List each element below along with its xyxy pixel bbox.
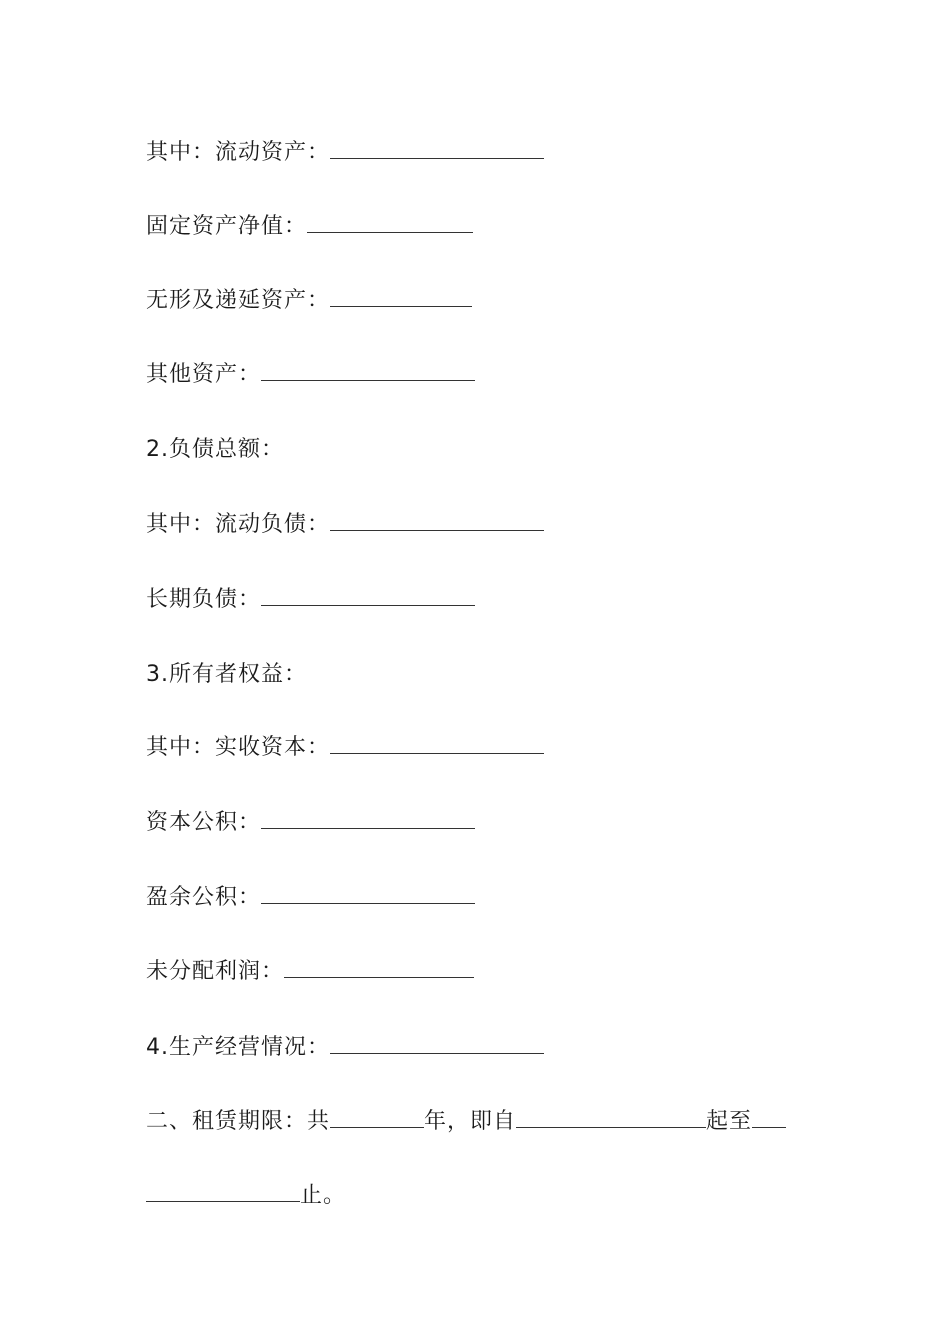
intangible-assets-line bbox=[146, 286, 472, 316]
fixed-assets-blank[interactable] bbox=[307, 214, 473, 233]
other-assets-blank[interactable] bbox=[261, 362, 475, 381]
long-term-liabilities-blank[interactable] bbox=[261, 587, 475, 606]
capital-reserve-blank[interactable] bbox=[261, 810, 475, 829]
other-assets-label: 其他资产： bbox=[146, 362, 262, 387]
lease-end-date-blank[interactable] bbox=[146, 1183, 300, 1202]
lease-term-text-4: 止。 bbox=[300, 1183, 347, 1208]
other-assets-line bbox=[146, 360, 475, 390]
total-liabilities-line bbox=[146, 435, 284, 465]
paid-in-capital-blank[interactable] bbox=[330, 735, 544, 754]
fixed-assets-label: 固定资产净值： bbox=[146, 214, 308, 239]
current-liabilities-blank[interactable] bbox=[330, 512, 544, 531]
lease-years-blank[interactable] bbox=[330, 1109, 424, 1128]
capital-reserve-label: 资本公积： bbox=[146, 810, 262, 835]
long-term-liabilities-line bbox=[146, 585, 475, 615]
lease-end-date-blank-start[interactable] bbox=[752, 1109, 786, 1128]
paid-in-capital-line bbox=[146, 733, 544, 763]
owners-equity-line bbox=[146, 660, 307, 690]
undistributed-profit-blank[interactable] bbox=[284, 959, 474, 978]
lease-term-text-3: 起至 bbox=[706, 1109, 753, 1134]
lease-term-line bbox=[146, 1107, 786, 1137]
lease-term-continuation-line bbox=[146, 1181, 346, 1211]
surplus-reserve-label: 盈余公积： bbox=[146, 885, 262, 910]
operations-blank[interactable] bbox=[330, 1035, 544, 1054]
paid-in-capital-label: 其中：实收资本： bbox=[146, 735, 331, 760]
undistributed-profit-line bbox=[146, 957, 474, 987]
owners-equity-label: 3.所有者权益： bbox=[146, 662, 307, 687]
current-assets-line bbox=[146, 138, 544, 168]
current-assets-label: 其中：流动资产： bbox=[146, 140, 331, 165]
surplus-reserve-line bbox=[146, 883, 475, 913]
lease-term-text-2: 年，即自 bbox=[424, 1109, 517, 1134]
capital-reserve-line bbox=[146, 808, 475, 838]
intangible-assets-blank[interactable] bbox=[330, 288, 472, 307]
operations-line bbox=[146, 1033, 544, 1063]
operations-label: 4.生产经营情况： bbox=[146, 1035, 330, 1060]
fixed-assets-line bbox=[146, 212, 473, 242]
long-term-liabilities-label: 长期负债： bbox=[146, 587, 262, 612]
total-liabilities-label: 2.负债总额： bbox=[146, 437, 284, 462]
lease-start-date-blank[interactable] bbox=[516, 1109, 706, 1128]
surplus-reserve-blank[interactable] bbox=[261, 885, 475, 904]
current-liabilities-label: 其中：流动负债： bbox=[146, 512, 331, 537]
undistributed-profit-label: 未分配利润： bbox=[146, 959, 285, 984]
current-liabilities-line bbox=[146, 510, 544, 540]
lease-term-text-1: 二、租赁期限：共 bbox=[146, 1109, 331, 1134]
current-assets-blank[interactable] bbox=[330, 140, 544, 159]
intangible-assets-label: 无形及递延资产： bbox=[146, 288, 331, 313]
